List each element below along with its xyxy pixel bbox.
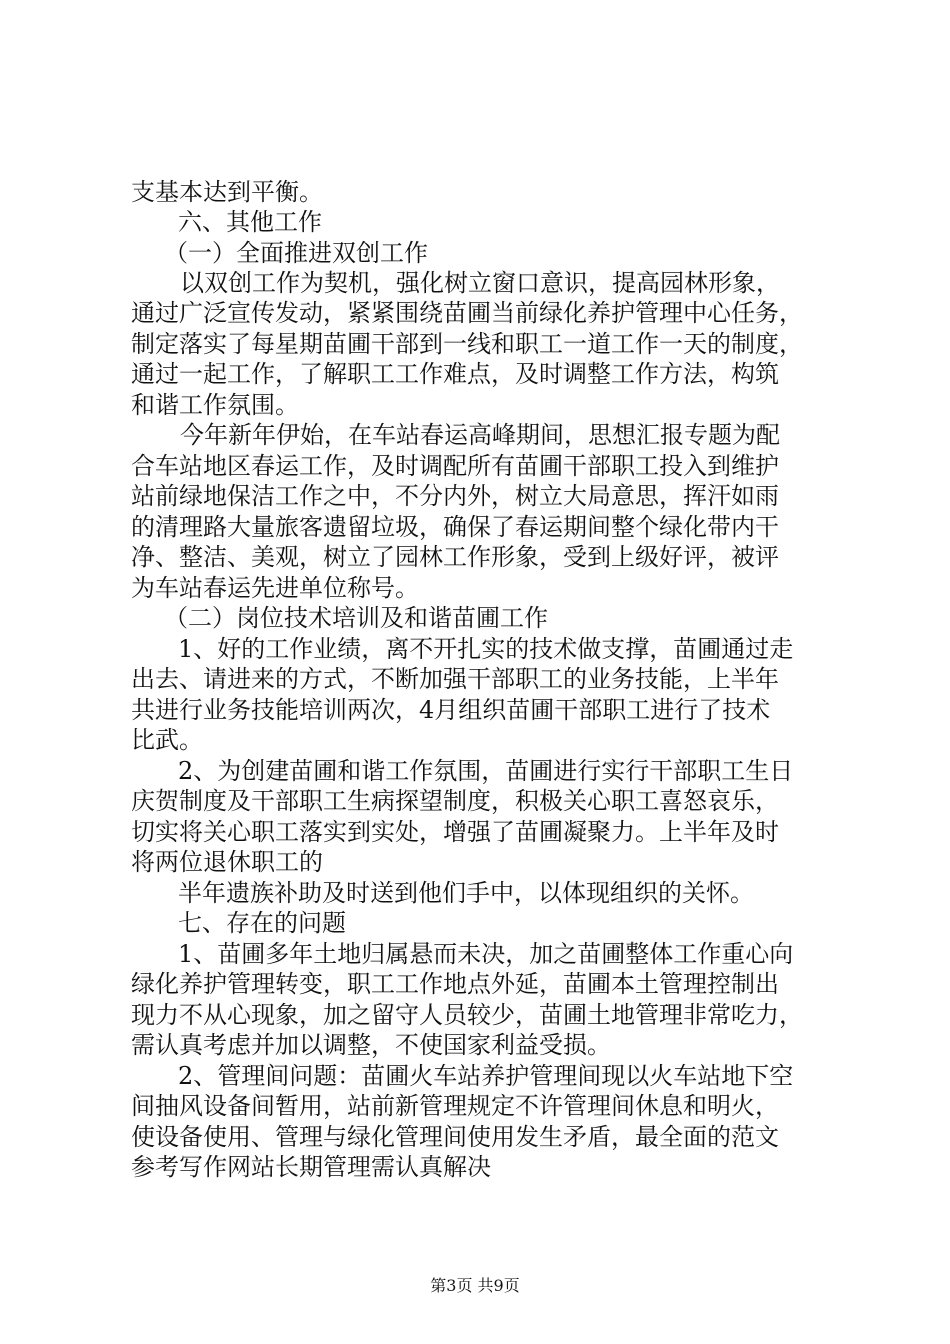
text-line: 1、好的工作业绩，离不开扎实的技术做支撑，苗圃通过走 xyxy=(178,635,794,663)
text-line: 将两位退休职工的 xyxy=(131,848,323,876)
text-line: 为车站春运先进单位称号。 xyxy=(131,574,419,602)
text-line: 通过一起工作，了解职工工作难点，及时调整工作方法，构筑 xyxy=(131,360,779,388)
text-line: 现力不从心现象，加之留守人员较少，苗圃土地管理非常吃力， xyxy=(131,1001,803,1029)
subsection-heading: （一）全面推进双创工作 xyxy=(164,239,428,267)
text-line: 参考写作网站长期管理需认真解决 xyxy=(131,1153,491,1181)
text-line: 以双创工作为契机，强化树立窗口意识，提高园林形象， xyxy=(180,269,780,297)
subsection-heading: （二）岗位技术培训及和谐苗圃工作 xyxy=(164,604,548,632)
text-line: 使设备使用、管理与绿化管理间使用发生矛盾，最全面的范文 xyxy=(131,1123,779,1151)
section-heading: 六、其他工作 xyxy=(178,208,322,236)
text-line: 今年新年伊始，在车站春运高峰期间，思想汇报专题为配 xyxy=(180,421,780,449)
text-line: 支基本达到平衡。 xyxy=(131,178,323,206)
text-line: 需认真考虑并加以调整，不使国家利益受损。 xyxy=(131,1031,611,1059)
text-line: 切实将关心职工落实到实处，增强了苗圃凝聚力。上半年及时 xyxy=(131,818,779,846)
text-line: 绿化养护管理转变，职工工作地点外延，苗圃本土管理控制出 xyxy=(131,970,779,998)
page-number-footer: 第3页 共9页 xyxy=(430,1276,520,1295)
text-line: 合车站地区春运工作，及时调配所有苗圃干部职工投入到维护 xyxy=(131,452,779,480)
text-line: 的清理路大量旅客遗留垃圾，确保了春运期间整个绿化带内干 xyxy=(131,513,779,541)
text-line: 2、管理间问题：苗圃火车站养护管理间现以火车站地下空 xyxy=(178,1062,794,1090)
text-line: 间抽风设备间暂用，站前新管理规定不许管理间休息和明火， xyxy=(131,1092,779,1120)
text-line: 1、苗圃多年土地归属悬而未决，加之苗圃整体工作重心向 xyxy=(178,940,794,968)
text-line: 庆贺制度及干部职工生病探望制度，积极关心职工喜怒哀乐， xyxy=(131,787,779,815)
section-heading: 七、存在的问题 xyxy=(178,909,346,937)
text-line: 通过广泛宣传发动，紧紧围绕苗圃当前绿化养护管理中心任务， xyxy=(131,299,803,327)
text-line: 出去、请进来的方式，不断加强干部职工的业务技能，上半年 xyxy=(131,665,779,693)
text-line: 共进行业务技能培训两次，4月组织苗圃干部职工进行了技术 xyxy=(131,696,771,724)
text-line: 净、整洁、美观，树立了园林工作形象，受到上级好评，被评 xyxy=(131,543,779,571)
text-line: 半年遗族补助及时送到他们手中，以体现组织的关怀。 xyxy=(178,879,754,907)
text-line: 2、为创建苗圃和谐工作氛围，苗圃进行实行干部职工生日 xyxy=(178,757,794,785)
text-line: 比武。 xyxy=(131,726,203,754)
text-line: 和谐工作氛围。 xyxy=(131,391,299,419)
text-line: 站前绿地保洁工作之中，不分内外，树立大局意思，挥汗如雨 xyxy=(131,482,779,510)
text-line: 制定落实了每星期苗圃干部到一线和职工一道工作一天的制度， xyxy=(131,330,803,358)
